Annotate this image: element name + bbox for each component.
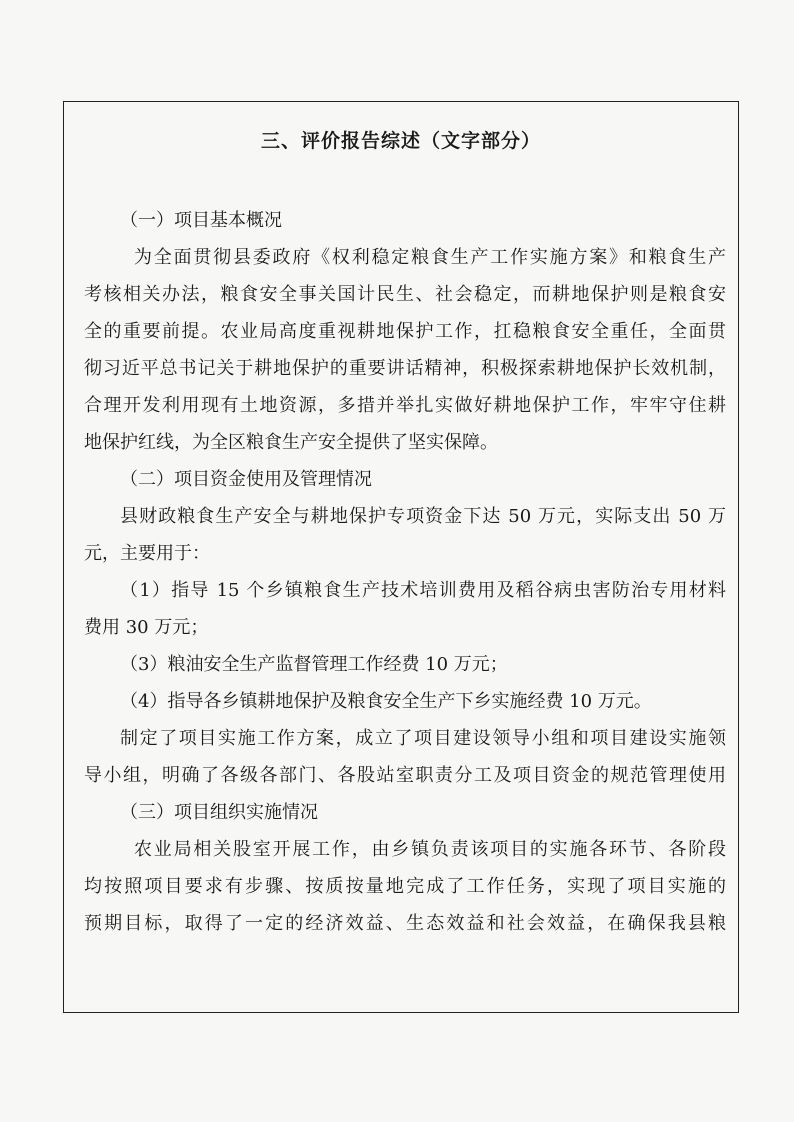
paragraph-line: 彻习近平总书记关于耕地保护的重要讲话精神，积极探索耕地保护长效机制， — [84, 358, 726, 379]
paragraph-line: 农业局相关股室开展工作，由乡镇负责该项目的实施各环节、各阶段 — [134, 839, 726, 860]
paragraph-line: 县财政粮食生产安全与耕地保护专项资金下达 50 万元，实际支出 50 万 — [120, 506, 726, 527]
paragraph-line: 制定了项目实施工作方案，成立了项目建设领导小组和项目建设实施领 — [120, 728, 726, 749]
report-body — [84, 202, 726, 942]
paragraph-line: 均按照项目要求有步骤、按质按量地完成了工作任务，实现了项目实施的 — [84, 876, 726, 897]
subsection-heading-3: （三）项目组织实施情况 — [120, 802, 318, 823]
section-title: 三、评价报告综述（文字部分） — [260, 130, 541, 152]
paragraph-line: 合理开发利用现有土地资源，多措并举扎实做好耕地保护工作，牢牢守住耕 — [84, 395, 726, 416]
list-item-continuation: 费用 30 万元； — [84, 617, 209, 638]
paragraph-line: 全的重要前提。农业局高度重视耕地保护工作，扛稳粮食安全重任，全面贯 — [84, 321, 726, 342]
list-item: （4）指导各乡镇耕地保护及粮食安全生产下乡实施经费 10 万元。 — [120, 691, 652, 712]
paragraph-line: 元，主要用于： — [84, 543, 210, 564]
paragraph-line: 导小组，明确了各级各部门、各股站室职责分工及项目资金的规范管理使用 — [84, 765, 726, 786]
report-frame — [63, 101, 739, 1013]
subsection-heading-1: （一）项目基本概况 — [120, 210, 282, 231]
list-item: （1）指导 15 个乡镇粮食生产技术培训费用及稻谷病虫害防治专用材料 — [120, 580, 726, 601]
paragraph-line: 地保护红线，为全区粮食生产安全提供了坚实保障。 — [84, 432, 498, 453]
subsection-heading-2: （二）项目资金使用及管理情况 — [120, 469, 372, 490]
list-item: （3）粮油安全生产监督管理工作经费 10 万元； — [120, 654, 508, 675]
paragraph-line: 预期目标，取得了一定的经济效益、生态效益和社会效益，在确保我县粮 — [84, 913, 726, 934]
paragraph-line: 考核相关办法，粮食安全事关国计民生、社会稳定，而耕地保护则是粮食安 — [84, 284, 726, 305]
paragraph-line: 为全面贯彻县委政府《权利稳定粮食生产工作实施方案》和粮食生产 — [134, 247, 726, 268]
